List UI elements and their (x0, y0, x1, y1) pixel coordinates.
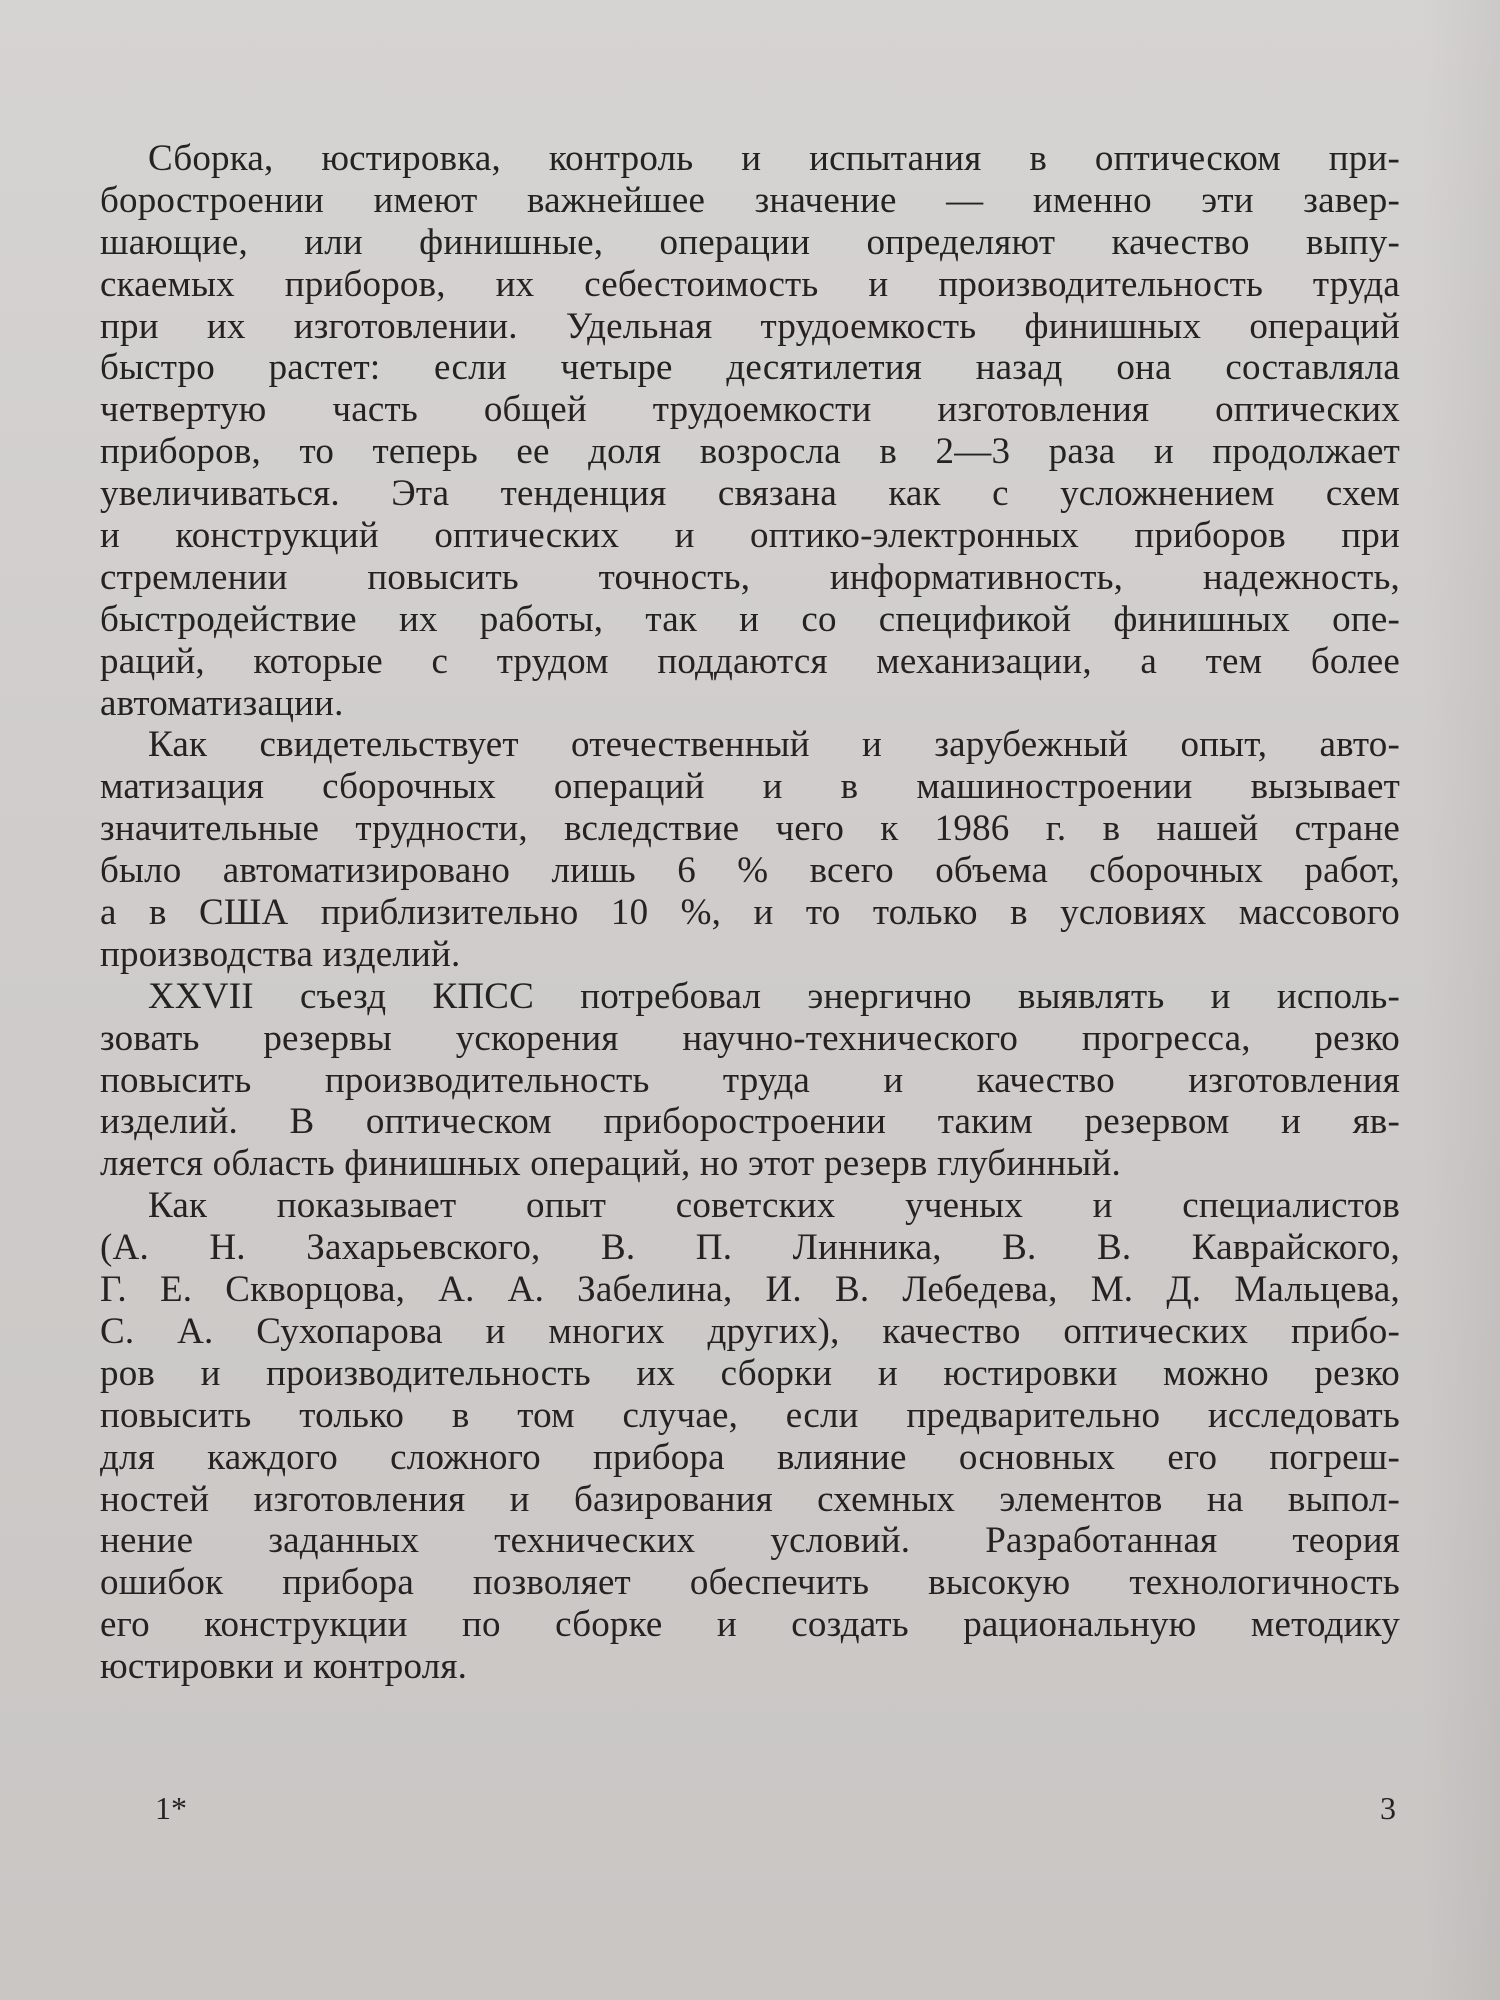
text-line: юстировки и контроля. (100, 1646, 468, 1688)
text-line: шающие, или финишные, операции определяют качество выпу- (100, 221, 1400, 263)
signature-mark: 1* (155, 1790, 187, 1826)
text-line: С. А. Сухопарова и многих других), качество оптических прибо- (100, 1310, 1400, 1352)
text-line: стремлении повысить точность, информативность, надежность, (100, 556, 1400, 598)
text-line: быстро растет: если четыре десятилетия назад она составляла (100, 347, 1400, 389)
paragraph-3 (100, 976, 1400, 1185)
page-number: 3 (1380, 1790, 1396, 1826)
text-line: повысить только в том случае, если предварительно исследовать (100, 1394, 1400, 1436)
text-line: Как свидетельствует отечественный и зарубежный опыт, авто- (148, 724, 1400, 766)
text-line: было автоматизировано лишь 6 % всего объема сборочных работ, (100, 850, 1400, 892)
text-line: его конструкции по сборке и создать рациональную методику (100, 1604, 1400, 1646)
text-line: ляется область финишных операций, но этот резерв глубинный. (100, 1143, 1121, 1185)
paragraph-1 (100, 138, 1400, 724)
text-line: боростроении имеют важнейшее значение — именно эти завер- (100, 179, 1400, 221)
text-line: XXVII съезд КПСС потребовал энергично выявлять и исполь- (148, 975, 1400, 1017)
text-line: матизация сборочных операций и в машиностроении вызывает (100, 766, 1400, 808)
text-line: ошибок прибора позволяет обеспечить высокую технологичность (100, 1562, 1400, 1604)
text-line: зовать резервы ускорения научно-технического прогресса, резко (100, 1017, 1400, 1059)
text-line: приборов, то теперь ее доля возросла в 2—3 раза и продолжает (100, 431, 1400, 473)
text-line: а в США приблизительно 10 %, и то только в условиях массового (100, 892, 1400, 934)
text-line: автоматизации. (100, 682, 344, 724)
text-line: производства изделий. (100, 933, 461, 975)
text-line: Как показывает опыт советских ученых и специалистов (148, 1185, 1400, 1227)
text-line: четвертую часть общей трудоемкости изготовления оптических (100, 389, 1400, 431)
text-line: ров и производительность их сборки и юстировки можно резко (100, 1352, 1400, 1394)
body-text (100, 138, 1400, 1688)
text-line: (А. Н. Захарьевского, В. П. Линника, В. В. Каврайского, (100, 1227, 1400, 1269)
text-line: Г. Е. Скворцова, А. А. Забелина, И. В. Лебедева, М. Д. Мальцева, (100, 1269, 1400, 1311)
text-line: повысить производительность труда и качество изготовления (100, 1059, 1400, 1101)
text-line: при их изготовлении. Удельная трудоемкость финишных операций (100, 305, 1400, 347)
text-line: для каждого сложного прибора влияние основных его погреш- (100, 1436, 1400, 1478)
text-line: скаемых приборов, их себестоимость и производительность труда (100, 263, 1400, 305)
text-line: быстродействие их работы, так и со спецификой финишных опе- (100, 598, 1400, 640)
paragraph-2 (100, 724, 1400, 975)
text-line: раций, которые с трудом поддаются механизации, а тем более (100, 640, 1400, 682)
page-shadow (1420, 0, 1500, 2000)
text-line: Сборка, юстировка, контроль и испытания в оптическом при- (148, 138, 1400, 179)
text-line: изделий. В оптическом приборостроении таким резервом и яв- (100, 1101, 1400, 1143)
text-line: значительные трудности, вследствие чего к 1986 г. в нашей стране (100, 808, 1400, 850)
text-line: нение заданных технических условий. Разработанная теория (100, 1520, 1400, 1562)
text-line: и конструкций оптических и оптико-электронных приборов при (100, 515, 1400, 557)
text-line: ностей изготовления и базирования схемных элементов на выпол- (100, 1478, 1400, 1520)
paragraph-4 (100, 1185, 1400, 1688)
text-line: увеличиваться. Эта тенденция связана как с усложнением схем (100, 473, 1400, 515)
